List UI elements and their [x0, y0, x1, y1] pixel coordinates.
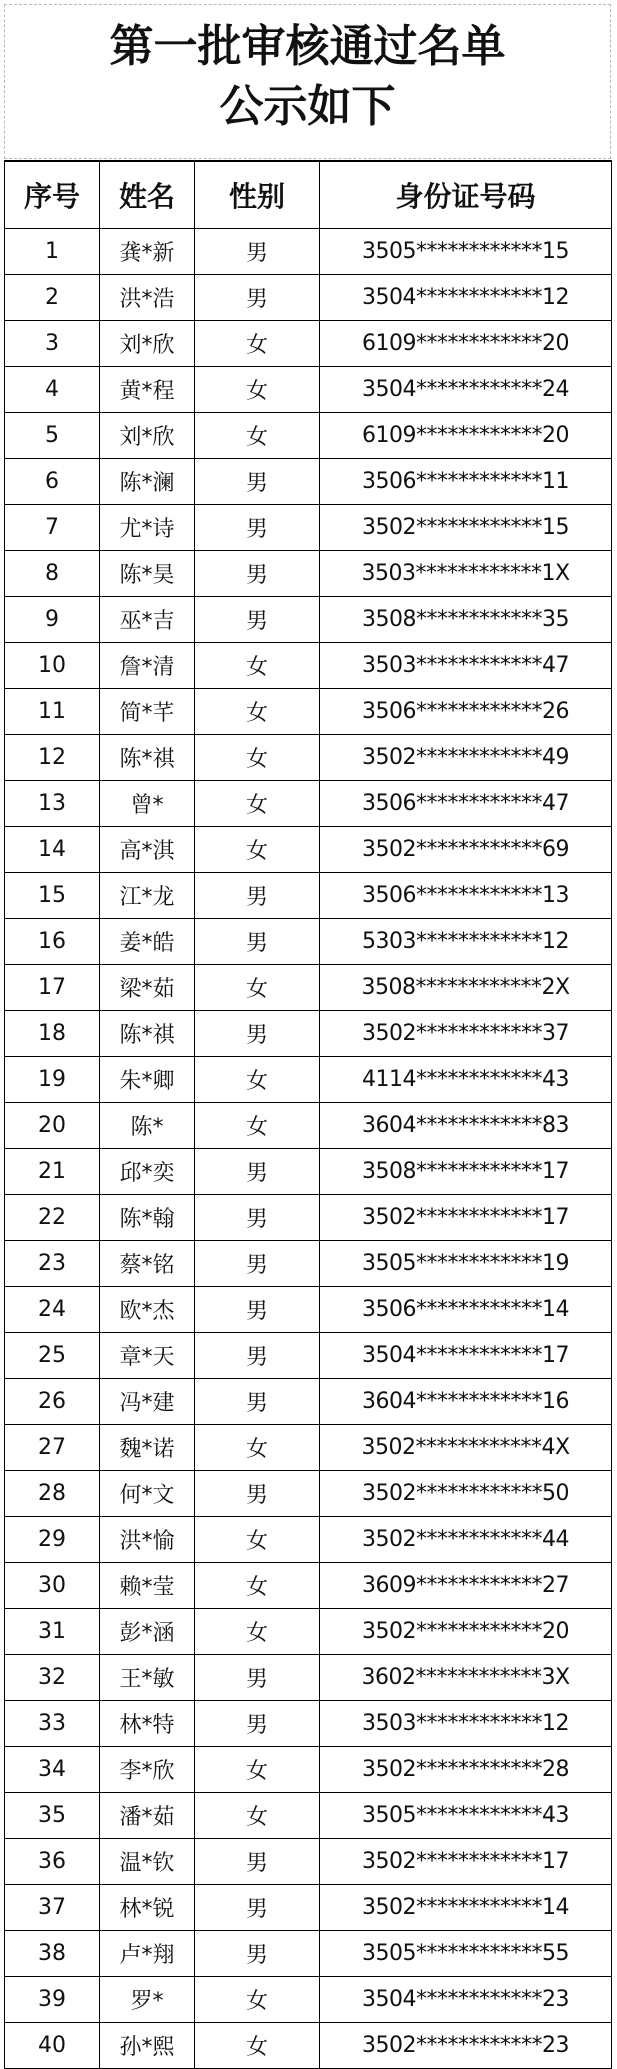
table-row: [5, 689, 612, 735]
row-name: 陈*祺: [100, 735, 195, 781]
table-row: [5, 1931, 612, 1977]
table-row: [5, 1977, 612, 2023]
row-id-number: 3506************14: [320, 1287, 612, 1333]
document-subtitle: 公示如下: [219, 81, 396, 132]
row-index: 35: [5, 1793, 100, 1839]
row-id-number: 3504************17: [320, 1333, 612, 1379]
row-id-number: 3504************12: [320, 275, 612, 321]
row-id-number: 3502************17: [320, 1839, 612, 1885]
row-gender: 女: [195, 643, 320, 689]
table-row: [5, 965, 612, 1011]
roster-table: [4, 160, 612, 2069]
row-name: 王*敏: [100, 1655, 195, 1701]
row-gender: 女: [195, 1977, 320, 2023]
row-id-number: 3502************14: [320, 1885, 612, 1931]
row-id-number: 3502************15: [320, 505, 612, 551]
table-row: [5, 1241, 612, 1287]
row-name: 黄*程: [100, 367, 195, 413]
table-row: [5, 1609, 612, 1655]
table-row: [5, 597, 612, 643]
row-id-number: 5303************12: [320, 919, 612, 965]
table-row: [5, 1195, 612, 1241]
row-index: 16: [5, 919, 100, 965]
row-gender: 男: [195, 459, 320, 505]
table-row: [5, 1471, 612, 1517]
table-row: [5, 551, 612, 597]
row-id-number: 4114************43: [320, 1057, 612, 1103]
header-id-number: 身份证号码: [320, 161, 612, 229]
row-gender: 男: [195, 919, 320, 965]
row-index: 18: [5, 1011, 100, 1057]
table-row: [5, 1333, 612, 1379]
table-row: [5, 1057, 612, 1103]
row-gender: 男: [195, 551, 320, 597]
row-name: 章*天: [100, 1333, 195, 1379]
row-index: 22: [5, 1195, 100, 1241]
row-index: 6: [5, 459, 100, 505]
row-id-number: 3502************49: [320, 735, 612, 781]
row-name: 陈*翰: [100, 1195, 195, 1241]
table-row: [5, 367, 612, 413]
row-id-number: 3502************37: [320, 1011, 612, 1057]
row-id-number: 3602************3X: [320, 1655, 612, 1701]
row-name: 陈*澜: [100, 459, 195, 505]
row-gender: 女: [195, 321, 320, 367]
row-index: 33: [5, 1701, 100, 1747]
row-index: 9: [5, 597, 100, 643]
row-name: 高*淇: [100, 827, 195, 873]
row-name: 简*芊: [100, 689, 195, 735]
row-index: 24: [5, 1287, 100, 1333]
table-row: [5, 1839, 612, 1885]
row-id-number: 3502************50: [320, 1471, 612, 1517]
row-id-number: 3508************35: [320, 597, 612, 643]
row-name: 冯*建: [100, 1379, 195, 1425]
row-index: 40: [5, 2023, 100, 2069]
row-name: 彭*涵: [100, 1609, 195, 1655]
row-id-number: 3604************83: [320, 1103, 612, 1149]
row-index: 32: [5, 1655, 100, 1701]
row-id-number: 6109************20: [320, 413, 612, 459]
row-index: 19: [5, 1057, 100, 1103]
row-index: 23: [5, 1241, 100, 1287]
row-id-number: 3502************44: [320, 1517, 612, 1563]
row-name: 何*文: [100, 1471, 195, 1517]
table-row: [5, 229, 612, 275]
row-index: 10: [5, 643, 100, 689]
row-name: 魏*诺: [100, 1425, 195, 1471]
row-gender: 男: [195, 1011, 320, 1057]
row-index: 25: [5, 1333, 100, 1379]
row-name: 温*钦: [100, 1839, 195, 1885]
row-gender: 女: [195, 367, 320, 413]
row-name: 邱*奕: [100, 1149, 195, 1195]
table-row: [5, 1655, 612, 1701]
row-name: 李*欣: [100, 1747, 195, 1793]
table-row: [5, 321, 612, 367]
row-name: 陈*昊: [100, 551, 195, 597]
row-index: 38: [5, 1931, 100, 1977]
title-block: [4, 4, 611, 159]
row-id-number: 3508************2X: [320, 965, 612, 1011]
row-id-number: 3502************69: [320, 827, 612, 873]
row-index: 11: [5, 689, 100, 735]
row-index: 27: [5, 1425, 100, 1471]
table-row: [5, 1747, 612, 1793]
row-name: 卢*翔: [100, 1931, 195, 1977]
row-index: 4: [5, 367, 100, 413]
row-id-number: 3503************1X: [320, 551, 612, 597]
row-name: 林*锐: [100, 1885, 195, 1931]
table-row: [5, 505, 612, 551]
row-id-number: 3502************20: [320, 1609, 612, 1655]
table-row: [5, 1425, 612, 1471]
row-id-number: 3504************24: [320, 367, 612, 413]
table-row: [5, 1149, 612, 1195]
row-index: 31: [5, 1609, 100, 1655]
row-gender: 女: [195, 1057, 320, 1103]
table-body: [5, 229, 612, 2069]
row-id-number: 3502************4X: [320, 1425, 612, 1471]
table-row: [5, 1517, 612, 1563]
table-row: [5, 275, 612, 321]
row-index: 2: [5, 275, 100, 321]
row-id-number: 3502************23: [320, 2023, 612, 2069]
row-gender: 女: [195, 689, 320, 735]
row-gender: 男: [195, 1149, 320, 1195]
row-id-number: 3505************15: [320, 229, 612, 275]
row-index: 7: [5, 505, 100, 551]
row-name: 尤*诗: [100, 505, 195, 551]
row-name: 罗*: [100, 1977, 195, 2023]
row-gender: 女: [195, 413, 320, 459]
table-row: [5, 781, 612, 827]
row-id-number: 3506************13: [320, 873, 612, 919]
row-index: 13: [5, 781, 100, 827]
row-index: 12: [5, 735, 100, 781]
row-name: 刘*欣: [100, 321, 195, 367]
table-row: [5, 413, 612, 459]
row-index: 14: [5, 827, 100, 873]
row-gender: 男: [195, 505, 320, 551]
header-index: 序号: [5, 161, 100, 229]
header-gender: 性别: [195, 161, 320, 229]
row-id-number: 3502************17: [320, 1195, 612, 1241]
table-row: [5, 1379, 612, 1425]
row-id-number: 3502************28: [320, 1747, 612, 1793]
header-name: 姓名: [100, 161, 195, 229]
row-gender: 男: [195, 1701, 320, 1747]
row-index: 15: [5, 873, 100, 919]
table-row: [5, 873, 612, 919]
document-title: 第一批审核通过名单: [109, 21, 506, 72]
row-index: 5: [5, 413, 100, 459]
row-id-number: 3505************43: [320, 1793, 612, 1839]
row-id-number: 6109************20: [320, 321, 612, 367]
row-name: 詹*清: [100, 643, 195, 689]
row-name: 朱*卿: [100, 1057, 195, 1103]
row-id-number: 3505************19: [320, 1241, 612, 1287]
row-gender: 女: [195, 965, 320, 1011]
table-row: [5, 827, 612, 873]
row-name: 曾*: [100, 781, 195, 827]
row-gender: 女: [195, 781, 320, 827]
row-index: 37: [5, 1885, 100, 1931]
row-gender: 男: [195, 1931, 320, 1977]
row-gender: 男: [195, 1471, 320, 1517]
row-index: 3: [5, 321, 100, 367]
row-name: 江*龙: [100, 873, 195, 919]
row-id-number: 3508************17: [320, 1149, 612, 1195]
row-gender: 女: [195, 1517, 320, 1563]
row-id-number: 3504************23: [320, 1977, 612, 2023]
row-id-number: 3506************26: [320, 689, 612, 735]
row-index: 1: [5, 229, 100, 275]
row-id-number: 3506************11: [320, 459, 612, 505]
row-name: 赖*莹: [100, 1563, 195, 1609]
row-gender: 男: [195, 1287, 320, 1333]
row-gender: 女: [195, 735, 320, 781]
table-row: [5, 459, 612, 505]
row-index: 26: [5, 1379, 100, 1425]
row-name: 陈*祺: [100, 1011, 195, 1057]
row-gender: 男: [195, 1655, 320, 1701]
row-index: 34: [5, 1747, 100, 1793]
row-gender: 女: [195, 1103, 320, 1149]
row-name: 林*特: [100, 1701, 195, 1747]
row-gender: 女: [195, 1425, 320, 1471]
row-index: 36: [5, 1839, 100, 1885]
row-name: 洪*愉: [100, 1517, 195, 1563]
row-name: 孙*熙: [100, 2023, 195, 2069]
row-name: 龚*新: [100, 229, 195, 275]
row-index: 8: [5, 551, 100, 597]
row-index: 39: [5, 1977, 100, 2023]
row-gender: 男: [195, 1839, 320, 1885]
row-name: 巫*吉: [100, 597, 195, 643]
row-gender: 男: [195, 1195, 320, 1241]
row-name: 陈*: [100, 1103, 195, 1149]
row-gender: 男: [195, 597, 320, 643]
row-gender: 男: [195, 1379, 320, 1425]
row-name: 刘*欣: [100, 413, 195, 459]
row-gender: 女: [195, 1563, 320, 1609]
row-index: 28: [5, 1471, 100, 1517]
row-id-number: 3503************47: [320, 643, 612, 689]
row-gender: 女: [195, 1793, 320, 1839]
table-row: [5, 1701, 612, 1747]
row-name: 潘*茹: [100, 1793, 195, 1839]
row-id-number: 3604************16: [320, 1379, 612, 1425]
row-id-number: 3505************55: [320, 1931, 612, 1977]
table-row: [5, 735, 612, 781]
row-gender: 男: [195, 229, 320, 275]
row-name: 洪*浩: [100, 275, 195, 321]
table-row: [5, 2023, 612, 2069]
table-row: [5, 1563, 612, 1609]
row-index: 30: [5, 1563, 100, 1609]
row-gender: 女: [195, 2023, 320, 2069]
row-name: 姜*皓: [100, 919, 195, 965]
row-name: 欧*杰: [100, 1287, 195, 1333]
row-index: 17: [5, 965, 100, 1011]
table-header-row: [5, 161, 612, 229]
row-name: 梁*茹: [100, 965, 195, 1011]
row-gender: 男: [195, 873, 320, 919]
row-gender: 女: [195, 827, 320, 873]
row-id-number: 3503************12: [320, 1701, 612, 1747]
table-row: [5, 1287, 612, 1333]
row-name: 蔡*铭: [100, 1241, 195, 1287]
table-row: [5, 1011, 612, 1057]
row-gender: 女: [195, 1747, 320, 1793]
row-index: 21: [5, 1149, 100, 1195]
table-row: [5, 1793, 612, 1839]
table-row: [5, 643, 612, 689]
table-row: [5, 1885, 612, 1931]
row-index: 29: [5, 1517, 100, 1563]
row-id-number: 3506************47: [320, 781, 612, 827]
table-row: [5, 1103, 612, 1149]
row-gender: 男: [195, 1333, 320, 1379]
row-id-number: 3609************27: [320, 1563, 612, 1609]
row-gender: 男: [195, 1885, 320, 1931]
row-gender: 男: [195, 275, 320, 321]
row-gender: 男: [195, 1241, 320, 1287]
table-row: [5, 919, 612, 965]
row-index: 20: [5, 1103, 100, 1149]
row-gender: 女: [195, 1609, 320, 1655]
